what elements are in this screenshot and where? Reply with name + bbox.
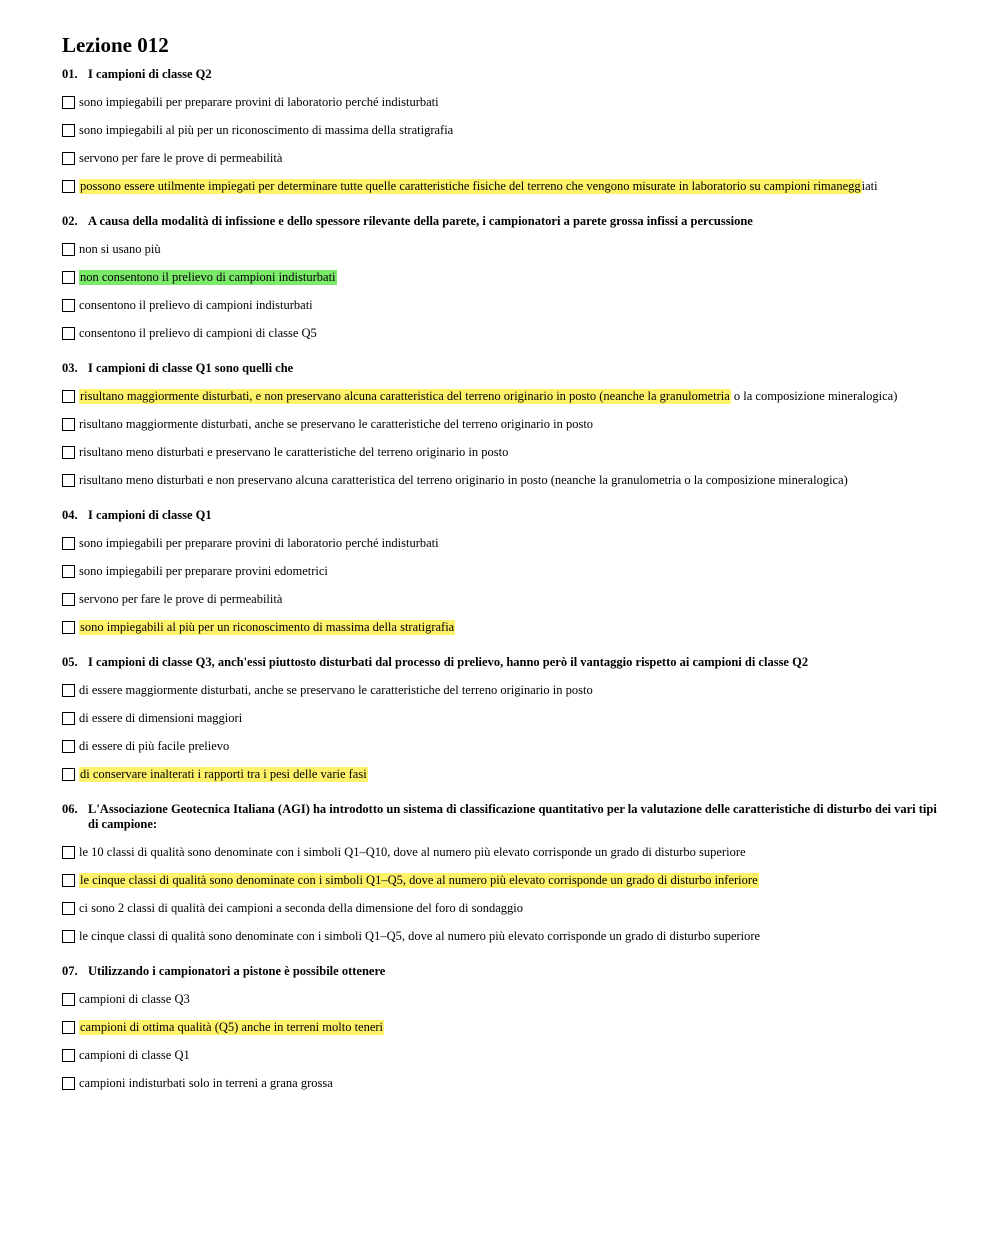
answer-option[interactable] (62, 235, 942, 263)
answer-option[interactable] (62, 1013, 942, 1041)
question-heading (62, 67, 942, 82)
answer-option[interactable] (62, 319, 942, 347)
question-6 (62, 802, 942, 950)
answer-option[interactable] (62, 704, 942, 732)
answer-text: campioni di classe Q3 (79, 991, 190, 1006)
answer-checkbox[interactable] (62, 768, 75, 781)
answer-option[interactable] (62, 291, 942, 319)
answer-text: consentono il prelievo di campioni indisturbati (79, 297, 313, 312)
question-text: L'Associazione Geotecnica Italiana (AGI) ha introdotto un sistema di classificazione quantitativo per la valutazione delle caratteristiche di disturbo dei vari tipi di campione: (88, 802, 937, 831)
question-number: 02. (62, 214, 78, 228)
question-number: 04. (62, 508, 78, 522)
answer-option[interactable] (62, 410, 942, 438)
question-4 (62, 508, 942, 641)
answer-option[interactable] (62, 116, 942, 144)
question-2 (62, 214, 942, 347)
question-number: 06. (62, 802, 78, 816)
question-text: I campioni di classe Q1 (88, 508, 212, 522)
answer-option[interactable] (62, 894, 942, 922)
answer-option[interactable] (62, 922, 942, 950)
lesson-title: Lezione 012 (62, 33, 169, 57)
answer-text: consentono il prelievo di campioni di classe Q5 (79, 325, 317, 340)
answer-text: servono per fare le prove di permeabilità (79, 591, 283, 606)
answer-checkbox[interactable] (62, 684, 75, 697)
answer-option[interactable] (62, 585, 942, 613)
answer-option[interactable] (62, 382, 942, 410)
answer-option[interactable] (62, 263, 942, 291)
answer-checkbox[interactable] (62, 271, 75, 284)
answer-option[interactable] (62, 1069, 942, 1097)
answer-checkbox[interactable] (62, 712, 75, 725)
answer-checkbox[interactable] (62, 1021, 75, 1034)
answer-text: di essere di più facile prelievo (79, 738, 230, 753)
question-heading (62, 802, 942, 832)
answer-checkbox[interactable] (62, 993, 75, 1006)
question-heading (62, 655, 942, 670)
answer-checkbox[interactable] (62, 621, 75, 634)
answer-checkbox[interactable] (62, 180, 75, 193)
question-text: I campioni di classe Q3, anch'essi piuttosto disturbati dal processo di prelievo, hanno però il vantaggio rispetto ai campioni di classe Q2 (88, 655, 809, 669)
answer-text: risultano maggiormente disturbati, anche se preservano le caratteristiche del terreno originario in posto (79, 416, 594, 431)
answer-option[interactable] (62, 1041, 942, 1069)
question-number: 03. (62, 361, 78, 375)
answer-text: sono impiegabili per preparare provini di laboratorio perché indisturbati (79, 94, 439, 109)
answer-option[interactable] (62, 732, 942, 760)
answer-checkbox[interactable] (62, 446, 75, 459)
answer-option[interactable] (62, 144, 942, 172)
document-page (62, 32, 942, 1111)
question-5 (62, 655, 942, 788)
question-text: I campioni di classe Q2 (88, 67, 212, 81)
answer-checkbox[interactable] (62, 593, 75, 606)
answer-text: ci sono 2 classi di qualità dei campioni a seconda della dimensione del foro di sondaggio (79, 900, 523, 915)
answer-checkbox[interactable] (62, 930, 75, 943)
answer-checkbox[interactable] (62, 243, 75, 256)
question-7 (62, 964, 942, 1097)
answer-text: iati (861, 178, 878, 193)
answer-text: le 10 classi di qualità sono denominate con i simboli Q1–Q10, dove al numero più elevato corrisponde un grado di disturbo superiore (79, 844, 746, 859)
answer-text: sono impiegabili per preparare provini edometrici (79, 563, 328, 578)
answer-highlighted-text: di conservare inalterati i rapporti tra i pesi delle varie fasi (80, 766, 367, 781)
answer-checkbox[interactable] (62, 124, 75, 137)
answer-option[interactable] (62, 760, 942, 788)
answer-option[interactable] (62, 172, 942, 200)
answer-text: servono per fare le prove di permeabilità (79, 150, 283, 165)
answer-checkbox[interactable] (62, 1077, 75, 1090)
answer-text: o la composizione mineralogica) (730, 388, 898, 403)
answer-text: sono impiegabili al più per un riconoscimento di massima della stratigrafia (79, 122, 454, 137)
question-text: A causa della modalità di infissione e dello spessore rilevante della parete, i campionatori a parete grossa infissi a percussione (88, 214, 753, 228)
answer-checkbox[interactable] (62, 874, 75, 887)
answer-option[interactable] (62, 985, 942, 1013)
answer-checkbox[interactable] (62, 327, 75, 340)
question-number: 05. (62, 655, 78, 669)
answer-highlighted-text: possono essere utilmente impiegati per determinare tutte quelle caratteristiche fisiche del terreno che vengono misurate in laboratorio su campioni rimanegg (80, 178, 861, 193)
answer-text: sono impiegabili per preparare provini di laboratorio perché indisturbati (79, 535, 439, 550)
question-heading (62, 214, 942, 229)
answer-text: campioni indisturbati solo in terreni a grana grossa (79, 1075, 333, 1090)
answer-highlighted-text: risultano maggiormente disturbati, e non preservano alcuna caratteristica del terreno originario in posto (neanche la granulometria (80, 388, 730, 403)
answer-text: non si usano più (79, 241, 161, 256)
answer-highlighted-text: non consentono il prelievo di campioni indisturbati (80, 269, 336, 284)
answer-checkbox[interactable] (62, 299, 75, 312)
question-3 (62, 361, 942, 494)
question-number: 01. (62, 67, 78, 81)
answer-checkbox[interactable] (62, 565, 75, 578)
answer-option[interactable] (62, 466, 942, 494)
question-heading (62, 508, 942, 523)
answer-checkbox[interactable] (62, 740, 75, 753)
answer-checkbox[interactable] (62, 537, 75, 550)
answer-checkbox[interactable] (62, 902, 75, 915)
answer-option[interactable] (62, 557, 942, 585)
question-heading (62, 361, 942, 376)
answer-option[interactable] (62, 866, 942, 894)
answer-highlighted-text: le cinque classi di qualità sono denominate con i simboli Q1–Q5, dove al numero più elevato corrisponde un grado di disturbo inferiore (80, 872, 758, 887)
answer-checkbox[interactable] (62, 1049, 75, 1062)
question-number: 07. (62, 964, 78, 978)
answer-text: campioni di classe Q1 (79, 1047, 190, 1062)
answer-checkbox[interactable] (62, 418, 75, 431)
question-1 (62, 67, 942, 200)
answer-option[interactable] (62, 88, 942, 116)
answer-checkbox[interactable] (62, 152, 75, 165)
answer-option[interactable] (62, 676, 942, 704)
answer-text: risultano meno disturbati e preservano le caratteristiche del terreno originario in posto (79, 444, 509, 459)
answer-text: risultano meno disturbati e non preservano alcuna caratteristica del terreno originario in posto (neanche la granulometria o la composizione mineralogica) (79, 472, 848, 487)
answer-text: di essere di dimensioni maggiori (79, 710, 243, 725)
answer-option[interactable] (62, 838, 942, 866)
answer-highlighted-text: campioni di ottima qualità (Q5) anche in terreni molto teneri (80, 1019, 384, 1034)
answer-text: le cinque classi di qualità sono denominate con i simboli Q1–Q5, dove al numero più elevato corrisponde un grado di disturbo superiore (79, 928, 761, 943)
question-list (62, 67, 942, 1097)
answer-checkbox[interactable] (62, 846, 75, 859)
answer-checkbox[interactable] (62, 474, 75, 487)
answer-text: di essere maggiormente disturbati, anche se preservano le caratteristiche del terreno originario in posto (79, 682, 593, 697)
answer-highlighted-text: sono impiegabili al più per un riconoscimento di massima della stratigrafia (80, 619, 455, 634)
question-text: I campioni di classe Q1 sono quelli che (88, 361, 294, 375)
question-heading (62, 964, 942, 979)
question-text: Utilizzando i campionatori a pistone è possibile ottenere (88, 964, 386, 978)
answer-option[interactable] (62, 613, 942, 641)
answer-option[interactable] (62, 529, 942, 557)
answer-checkbox[interactable] (62, 96, 75, 109)
answer-option[interactable] (62, 438, 942, 466)
answer-checkbox[interactable] (62, 390, 75, 403)
